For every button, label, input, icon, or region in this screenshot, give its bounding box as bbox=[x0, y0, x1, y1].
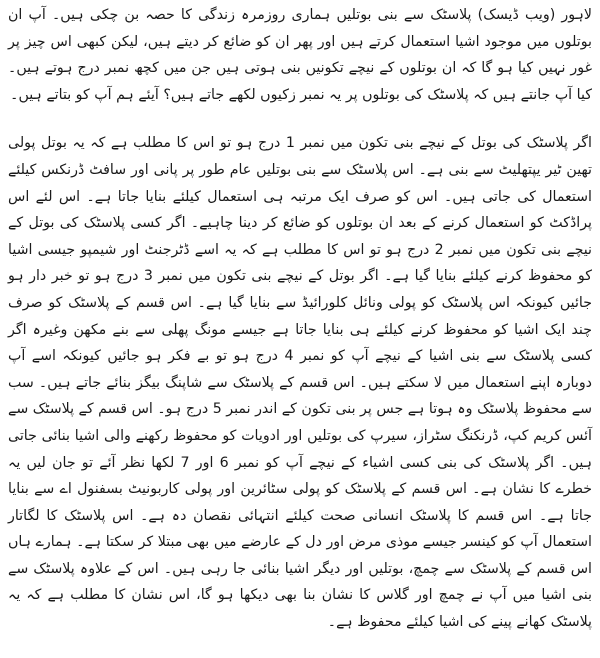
article-paragraph-plastic-codes: اگر پلاسٹک کی بوتل کے نیچے بنی تکون میں نمبر 1 درج ہو تو اس کا مطلب ہے کہ یہ بوتل پولی تھین ٹیر یپتھلیٹ سے بنی ہے۔ اس پلاسٹک سے بنی بوتلیں عام طور پر پانی اور سافٹ ڈرنکس کیلئے استعمال کی جاتی ہیں۔ اس کو صرف ایک مرتبہ ہی استعمال کیلئے بنایا جاتا ہے۔ اس لئے اس پراڈکٹ کو استعمال کرنے کے بعد ان بوتلوں کو ضائع کر دینا چاہیے۔ اگر کسی پلاسٹک کی بوتل کے نیچے بنی تکون میں نمبر 2 درج ہو تو اس کا مطلب ہے کہ یہ اسے ڈٹرجنٹ اور شیمپو جیسی اشیا کو محفوظ کرنے کیلئے بنایا گیا ہے۔ اگر بوتل کے نیچے بنی تکون میں نمبر 3 درج ہو تو خبر دار ہو جائیں کیونکہ اس پلاسٹک کو پولی ونائل کلورائیڈ سے بنایا گیا ہے۔ اس قسم کے پلاسٹک کو صرف چند ایک اشیا کو محفوظ کرنے کیلئے ہی بنایا جاتا ہے جیسے مونگ پھلی سے بنے مکھن وغیرہ اگر کسی پلاسٹک سے بنی اشیا کے نیچے آپ کو نمبر 4 درج ہو تو بے فکر ہو جائیں کیونکہ اسے آپ دوبارہ اپنے استعمال میں لا سکتے ہیں۔ اس قسم کے پلاسٹک سے شاپنگ بیگز بنائے جاتے ہیں۔ سب سے محفوظ پلاسٹک وہ ہوتا ہے جس پر بنی تکون کے اندر نمبر 5 درج ہو۔ اس قسم کے پلاسٹک سے آئس کریم کپ، ڈرنکنگ سٹراز، سیرپ کی بوتلیں اور ادویات کو محفوظ رکھنے والی اشیا بنائی جاتی ہیں۔ اگر پلاسٹک کی بنی کسی اشیاء کے نیچے آپ کو نمبر 6 اور 7 لکھا نظر آئے تو جان لیں یہ خطرے کا نشان ہے۔ اس قسم کے پلاسٹک کو پولی سٹائرین اور پولی کاربونیٹ بسفنول اے سے بنایا جاتا ہے۔ اس قسم کا پلاسٹک انسانی صحت کیلئے انتہائی نقصان دہ ہے۔ اس پلاسٹک کا لگاتار استعمال آپ کو کینسر جیسے موذی مرض اور دل کے عارضے میں بھی مبتلا کر سکتا ہے۔ ہمارے ہاں اس قسم کے پلاسٹک سے چمچ، بوتلیں اور دیگر اشیا بنائی جا رہی ہیں۔ اس کے علاوہ پلاسٹک سے بنی اشیا میں آپ نے چمچ اور گلاس کا نشان بنا بھی دیکھا ہو گا، اس نشان کا مطلب ہے کہ یہ پلاسٹک کھانے پینے کی اشیا کیلئے محفوظ ہے۔ bbox=[8, 135, 593, 631]
article-body bbox=[8, 2, 592, 658]
article-paragraph-intro: لاہور (ویب ڈیسک) پلاسٹک سے بنی بوتلیں ہماری روزمرہ زندگی کا حصہ بن چکی ہیں۔ آپ ان بوتلوں میں موجود اشیا استعمال کرتے ہیں اور پھر ان کو ضائع کر دیتے ہیں، لیکن کبھی اس چیز پر غور نہیں کیا ہو گا کہ ان بوتلوں کے نیچے تکونیں بنی ہوتی ہیں جن میں کچھ نمبر درج ہوتے ہیں۔ کیا آپ جانتے ہیں کہ پلاسٹک کی بوتلوں پر یہ نمبر زکیوں لکھے جاتے ہیں؟ آیئے ہم آپ کو بتاتے ہیں۔ bbox=[8, 7, 592, 103]
